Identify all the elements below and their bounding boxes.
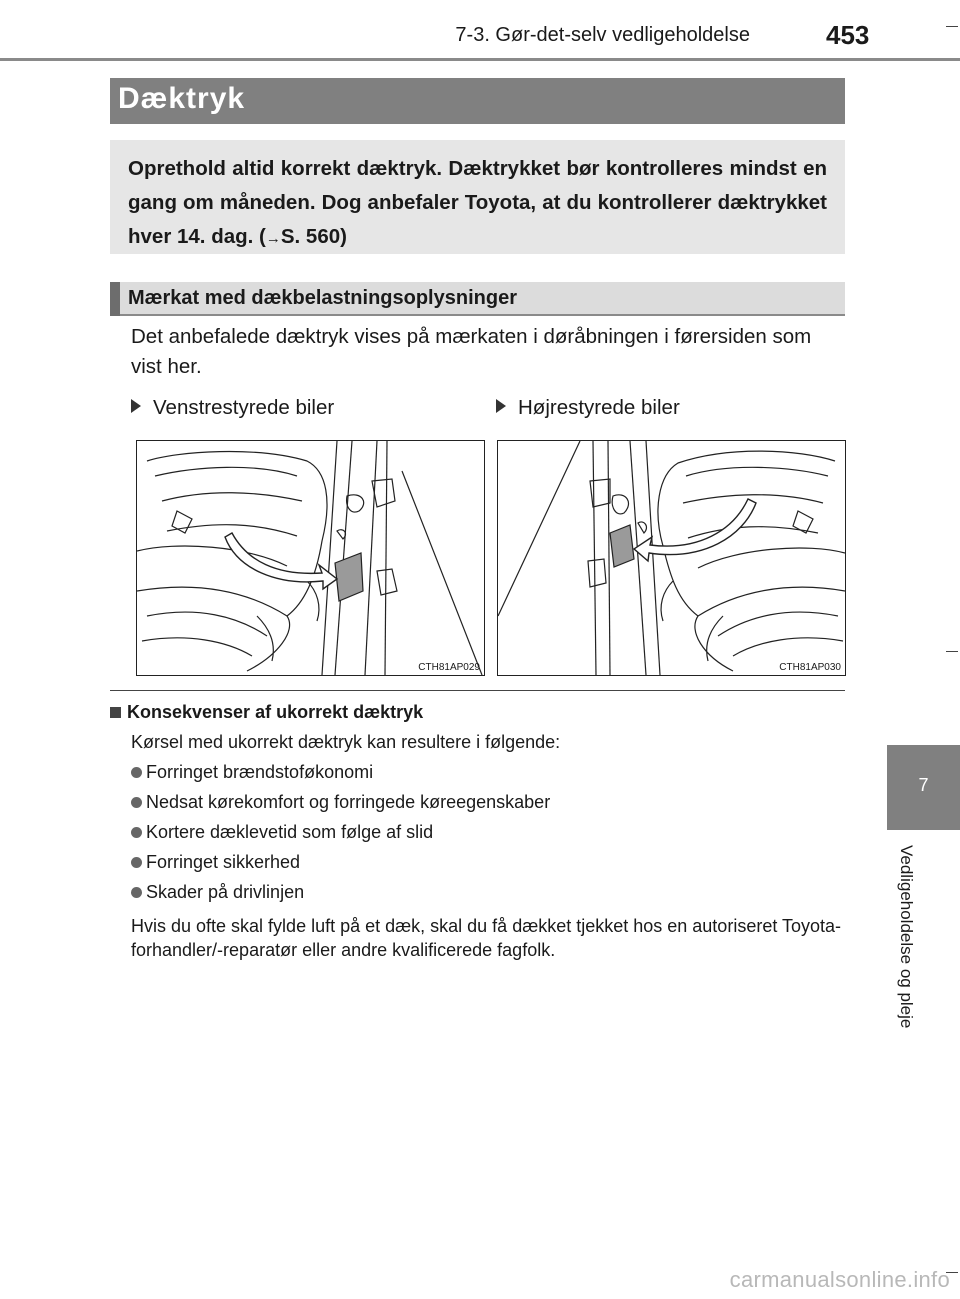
intro-box: [110, 140, 845, 254]
pointer-arrow-icon: [225, 533, 337, 589]
door-opening-lhd-drawing: [137, 441, 484, 675]
chapter-label: Vedligeholdelse og pleje: [897, 845, 916, 1029]
intro-text: [128, 152, 827, 256]
crop-mark: [946, 26, 958, 27]
circle-bullet-icon: [131, 857, 142, 868]
consequences-heading-text: Konsekvenser af ukorrekt dæktryk: [127, 702, 424, 722]
figure-code-right: CTH81AP030: [779, 662, 841, 673]
circle-bullet-icon: [131, 767, 142, 778]
chapter-tab[interactable]: [887, 745, 960, 830]
reference-arrow-icon: →: [265, 230, 281, 247]
list-item: [131, 882, 304, 903]
subheading-text: Mærkat med dækbelastningsoplysninger: [128, 287, 517, 309]
figure-code-left: CTH81AP029: [418, 662, 480, 673]
consequences-lead: Kørsel med ukorrekt dæktryk kan resultere i følgende:: [131, 732, 561, 752]
header-section-title: 7-3. Gør-det-selv vedligeholdelse: [455, 24, 750, 46]
consequences-closing: Hvis du ofte skal fylde luft på et dæk, skal du få dækket tjekket hos en autoriseret Toyota-forhandler/-reparatør eller andre kvalificerede fagfolk.: [131, 916, 842, 960]
tire-label-sticker: [335, 553, 363, 601]
body-text: Det anbefalede dæktryk vises på mærkaten i døråbningen i førersiden som vist her.: [131, 325, 812, 378]
header-rule: [0, 58, 960, 61]
circle-bullet-icon: [131, 797, 142, 808]
consequences-heading: [110, 702, 423, 723]
figure-label-right: [496, 396, 680, 420]
list-item-text: Kortere dæklevetid som følge af slid: [146, 822, 434, 842]
list-item: [131, 852, 300, 873]
square-bullet-icon: [110, 707, 121, 718]
subheading-band: [110, 282, 845, 316]
list-item-text: Nedsat kørekomfort og forringede køreegenskaber: [146, 792, 551, 812]
list-item: [131, 822, 433, 843]
pointer-arrow-icon: [634, 499, 756, 561]
figure-label-left-text: Venstrestyrede biler: [153, 396, 335, 419]
figure-right-illustration: [497, 440, 846, 676]
figure-label-right-text: Højrestyrede biler: [518, 396, 680, 419]
triangle-bullet-icon: [131, 399, 141, 413]
watermark: carmanualsonline.info: [729, 1267, 950, 1292]
list-item: [131, 792, 550, 813]
list-item-text: Skader på drivlinjen: [146, 882, 305, 902]
figure-left-illustration: [136, 440, 485, 676]
triangle-bullet-icon: [496, 399, 506, 413]
list-item-text: Forringet sikkerhed: [146, 852, 301, 872]
intro-text-main: Oprethold altid korrekt dæktryk. Dæktrykket bør kontrolleres mindst en gang om måneden. Dog anbefaler Toyota, at du kontrollerer dæktrykket hver 14. dag. (: [128, 157, 827, 248]
list-item-text: Forringet brændstoføkonomi: [146, 762, 374, 782]
crop-mark: [946, 651, 958, 652]
circle-bullet-icon: [131, 827, 142, 838]
subheading-bar: [110, 282, 120, 316]
door-opening-rhd-drawing: [498, 441, 845, 675]
tire-label-sticker: [610, 525, 634, 567]
section-title-band: [110, 78, 845, 124]
section-title: Dæktryk: [118, 82, 246, 115]
page-number: 453: [826, 20, 870, 50]
circle-bullet-icon: [131, 887, 142, 898]
list-item: [131, 762, 373, 783]
intro-page-reference[interactable]: S. 560): [280, 225, 347, 248]
section-divider: [110, 690, 845, 691]
figure-label-left: [131, 396, 334, 420]
chapter-number: 7: [918, 775, 929, 795]
